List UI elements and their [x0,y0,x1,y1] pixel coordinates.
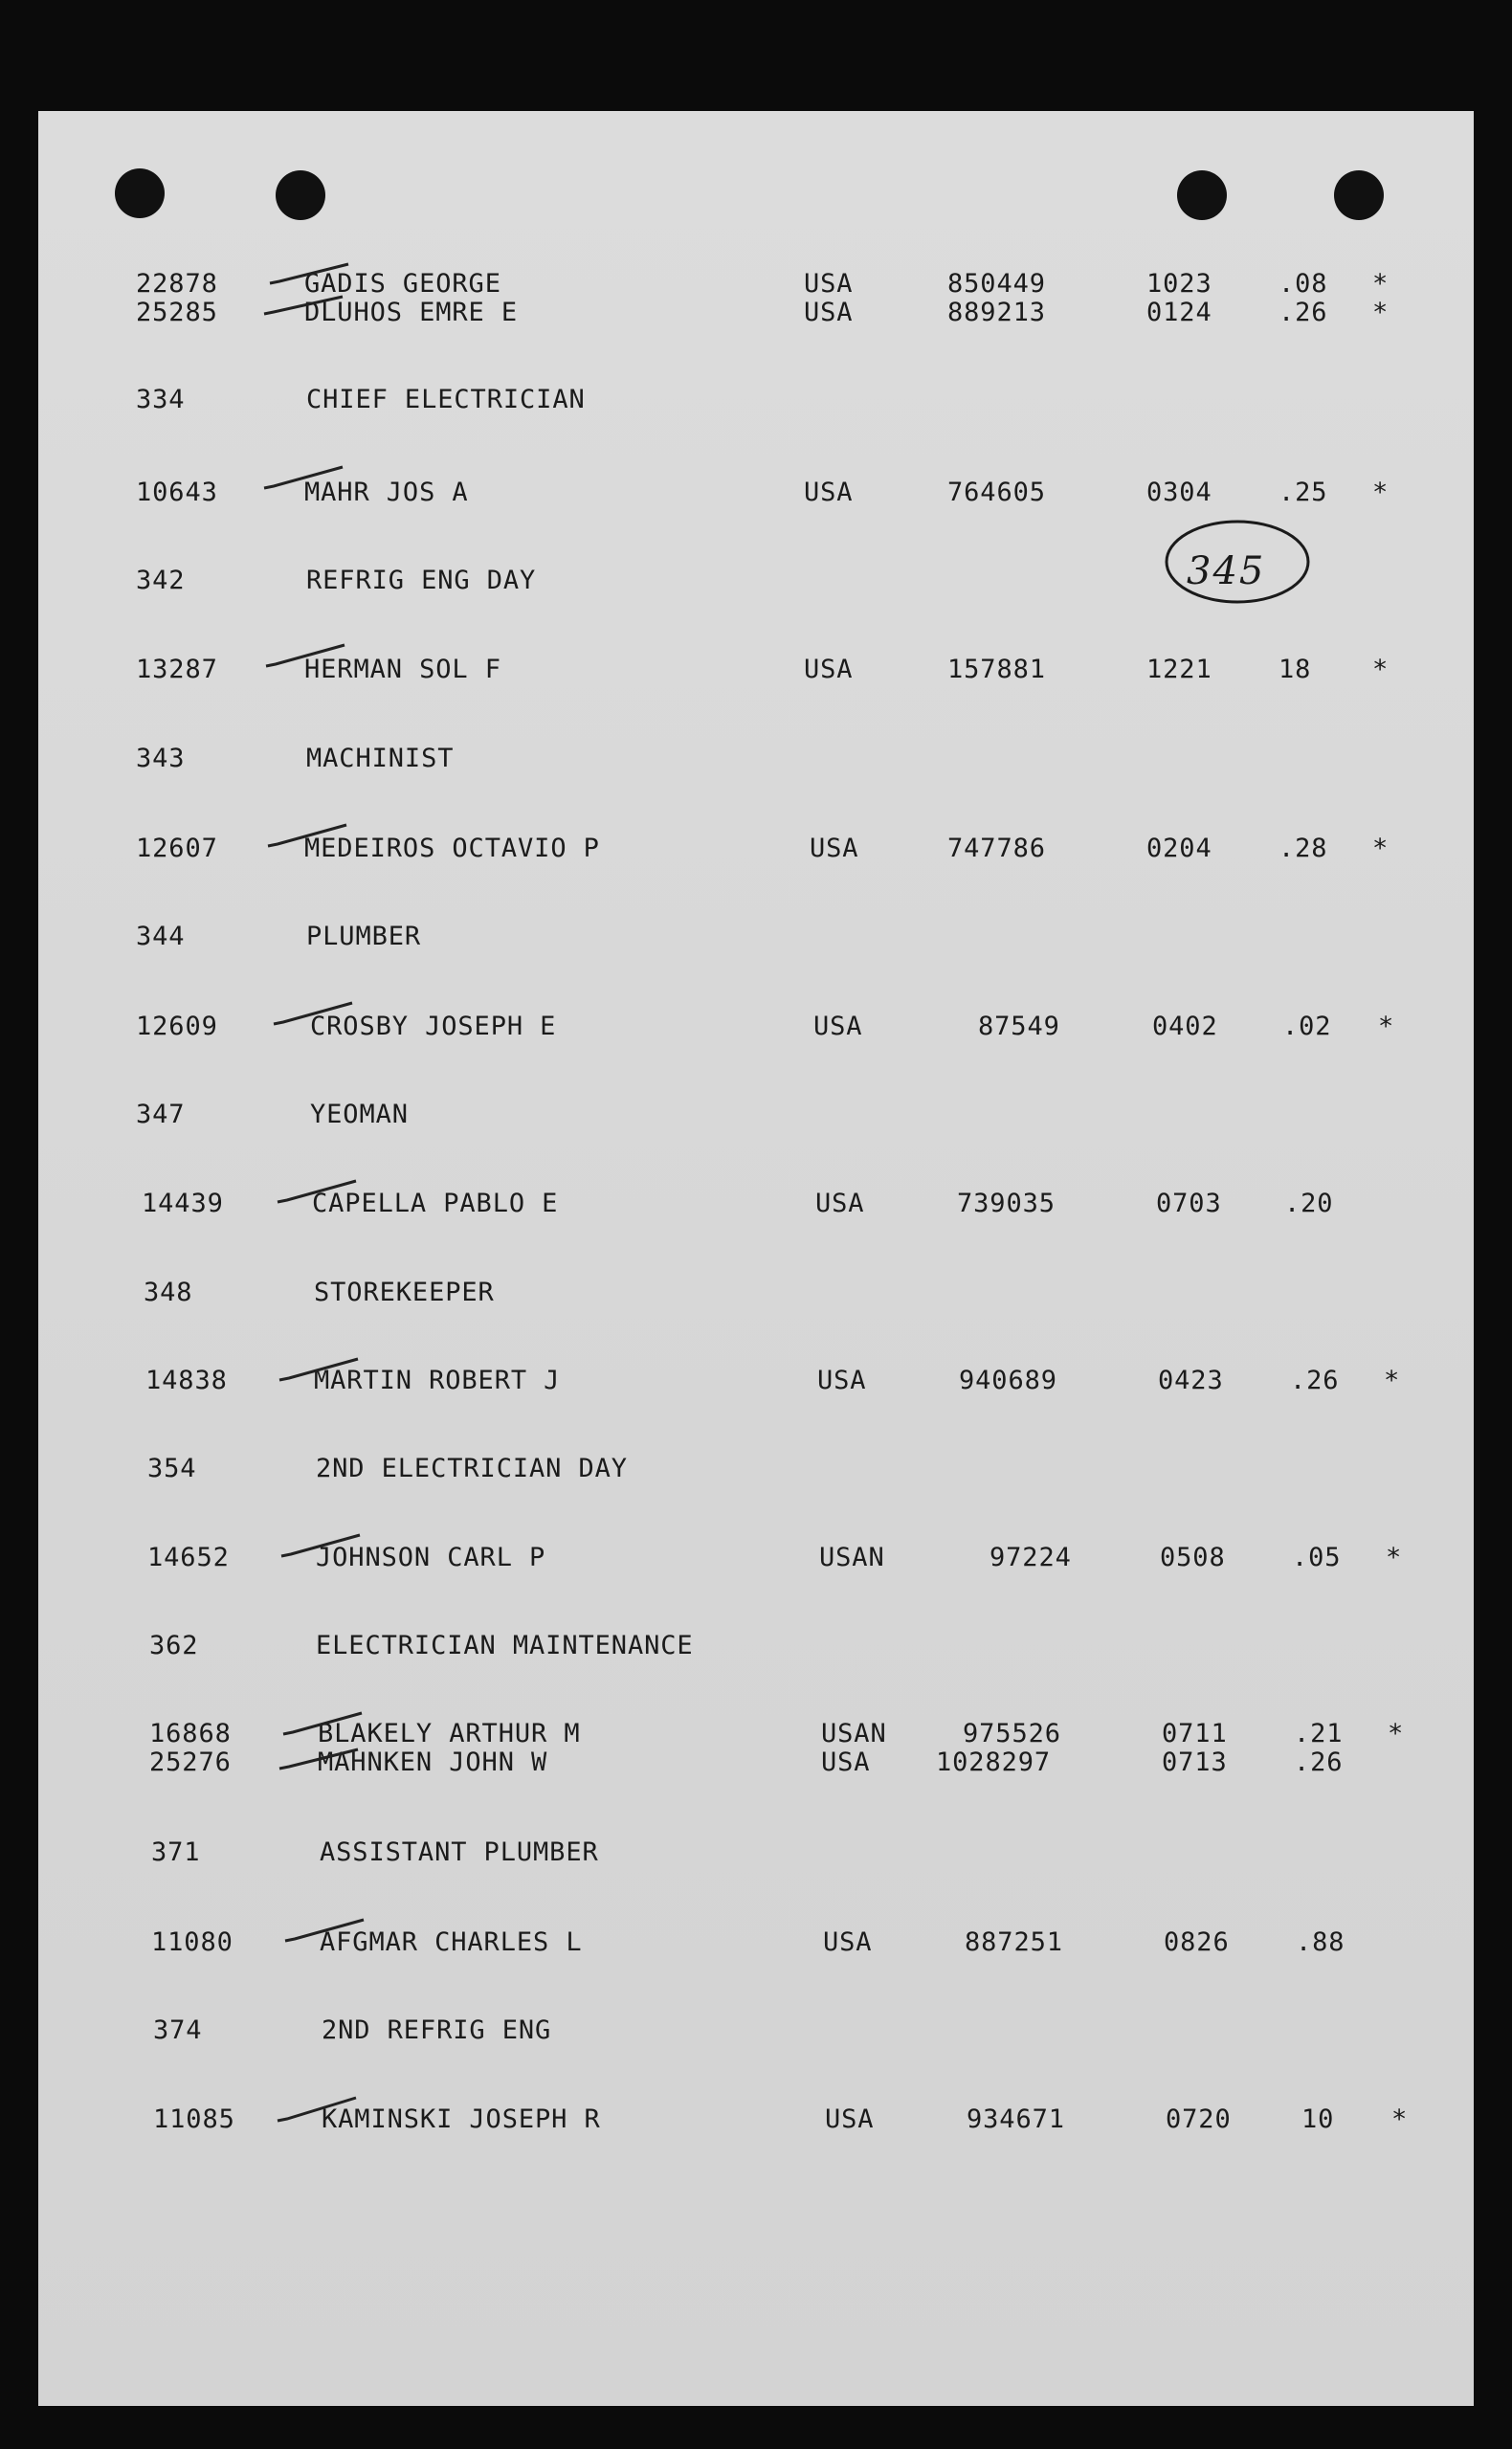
date-code: 0204 [1146,834,1212,863]
rating-code: 343 [136,744,186,773]
check-mark-icon [274,1177,360,1206]
document-page [38,111,1474,2406]
date-code: 0713 [1162,1748,1228,1777]
date-code: 0508 [1160,1543,1226,1572]
id-code: 1028297 [936,1748,1052,1777]
record-number: 13287 [136,655,218,684]
crew-name: MARTIN ROBERT J [314,1366,561,1395]
punch-hole-left-1 [115,168,165,218]
id-code: 975526 [963,1719,1061,1748]
crew-name: HERMAN SOL F [304,655,501,684]
check-mark-icon [281,1916,367,1945]
punch-hole-left-2 [276,170,325,220]
date-code: 1221 [1146,655,1212,684]
check-mark-icon [270,999,356,1028]
record-number: 25285 [136,298,218,327]
rate-code: .08 [1279,269,1328,299]
rating-code: 362 [149,1631,199,1660]
id-code: 850449 [947,269,1046,299]
citizenship: USA [804,655,854,684]
rate-code: .21 [1294,1719,1344,1748]
date-code: 0124 [1146,298,1212,327]
record-number: 14652 [147,1543,230,1572]
rating-code: 354 [147,1454,197,1483]
citizenship: USA [817,1366,867,1395]
asterisk-mark: * [1372,269,1390,299]
asterisk-mark: * [1386,1543,1403,1572]
rate-code: .26 [1290,1366,1340,1395]
record-number: 14439 [142,1189,224,1218]
check-mark-icon [279,1709,366,1738]
record-number: 14838 [145,1366,228,1395]
id-code: 739035 [957,1189,1056,1218]
crew-name: MAHNKEN JOHN W [318,1748,548,1777]
date-code: 0720 [1166,2104,1232,2134]
id-code: 747786 [947,834,1046,863]
record-number: 25276 [149,1748,232,1777]
id-code: 97224 [989,1543,1072,1572]
rate-code: .20 [1284,1189,1334,1218]
check-mark-icon [274,2094,360,2123]
date-code: 0304 [1146,478,1212,507]
handwritten-note: 345 [1187,549,1266,593]
citizenship: USAN [821,1719,887,1748]
asterisk-mark: * [1372,298,1390,327]
citizenship: USAN [819,1543,885,1572]
asterisk-mark: * [1384,1366,1401,1395]
crew-name: CROSBY JOSEPH E [310,1012,557,1041]
record-number: 16868 [149,1719,232,1748]
crew-name: DLUHOS EMRE E [304,298,519,327]
crew-name: GADIS GEORGE [304,269,501,299]
id-code: 157881 [947,655,1046,684]
id-code: 764605 [947,478,1046,507]
rating-title: REFRIG ENG DAY [306,566,537,595]
rate-code: 18 [1279,655,1312,684]
crew-name: BLAKELY ARTHUR M [318,1719,581,1748]
rating-title: MACHINIST [306,744,455,773]
asterisk-mark: * [1372,655,1390,684]
check-mark-icon [278,1531,364,1560]
date-code: 0826 [1164,1927,1230,1957]
record-number: 10643 [136,478,218,507]
rate-code: .28 [1279,834,1328,863]
asterisk-mark: * [1372,834,1390,863]
rating-code: 342 [136,566,186,595]
rating-code: 344 [136,922,186,951]
rating-title: 2ND ELECTRICIAN DAY [316,1454,628,1483]
rate-code: .25 [1279,478,1328,507]
check-mark-icon [276,1742,362,1770]
check-mark-icon [260,291,346,320]
rate-code: .02 [1282,1012,1332,1041]
rating-code: 348 [144,1278,193,1307]
citizenship: USA [804,269,854,299]
citizenship: USA [804,478,854,507]
record-number: 12607 [136,834,218,863]
punch-hole-right-1 [1177,170,1227,220]
date-code: 0703 [1156,1189,1222,1218]
rating-title: 2ND REFRIG ENG [322,2015,552,2045]
check-mark-icon [264,821,350,850]
punch-hole-right-2 [1334,170,1384,220]
crew-name: CAPELLA PABLO E [312,1189,559,1218]
date-code: 0423 [1158,1366,1224,1395]
rate-code: .26 [1294,1748,1344,1777]
rate-code: .88 [1296,1927,1345,1957]
id-code: 934671 [967,2104,1065,2134]
id-code: 887251 [965,1927,1063,1957]
check-mark-icon [276,1355,362,1384]
rating-code: 334 [136,385,186,414]
crew-name: AFGMAR CHARLES L [320,1927,583,1957]
crew-name: JOHNSON CARL P [316,1543,546,1572]
rating-title: STOREKEEPER [314,1278,495,1307]
rating-code: 374 [153,2015,203,2045]
rating-title: PLUMBER [306,922,422,951]
citizenship: USA [813,1012,863,1041]
crew-name: MEDEIROS OCTAVIO P [304,834,600,863]
crew-name: KAMINSKI JOSEPH R [322,2104,601,2134]
date-code: 0402 [1152,1012,1218,1041]
rate-code: 10 [1301,2104,1335,2134]
citizenship: USA [823,1927,873,1957]
rate-code: .26 [1279,298,1328,327]
rating-title: ELECTRICIAN MAINTENANCE [316,1631,694,1660]
record-number: 11080 [151,1927,233,1957]
rating-title: ASSISTANT PLUMBER [320,1837,599,1867]
citizenship: USA [825,2104,875,2134]
rating-title: CHIEF ELECTRICIAN [306,385,586,414]
record-number: 11085 [153,2104,235,2134]
check-mark-icon [266,262,352,291]
asterisk-mark: * [1372,478,1390,507]
date-code: 0711 [1162,1719,1228,1748]
check-mark-icon [262,641,348,670]
asterisk-mark: * [1391,2104,1409,2134]
asterisk-mark: * [1378,1012,1395,1041]
id-code: 87549 [978,1012,1060,1041]
citizenship: USA [815,1189,865,1218]
citizenship: USA [810,834,859,863]
check-mark-icon [260,463,346,492]
citizenship: USA [821,1748,871,1777]
id-code: 889213 [947,298,1046,327]
crew-name: MAHR JOS A [304,478,469,507]
citizenship: USA [804,298,854,327]
rate-code: .05 [1292,1543,1342,1572]
rating-title: YEOMAN [310,1100,409,1129]
asterisk-mark: * [1388,1719,1405,1748]
record-number: 22878 [136,269,218,299]
record-number: 12609 [136,1012,218,1041]
rating-code: 371 [151,1837,201,1867]
date-code: 1023 [1146,269,1212,299]
rating-code: 347 [136,1100,186,1129]
id-code: 940689 [959,1366,1057,1395]
